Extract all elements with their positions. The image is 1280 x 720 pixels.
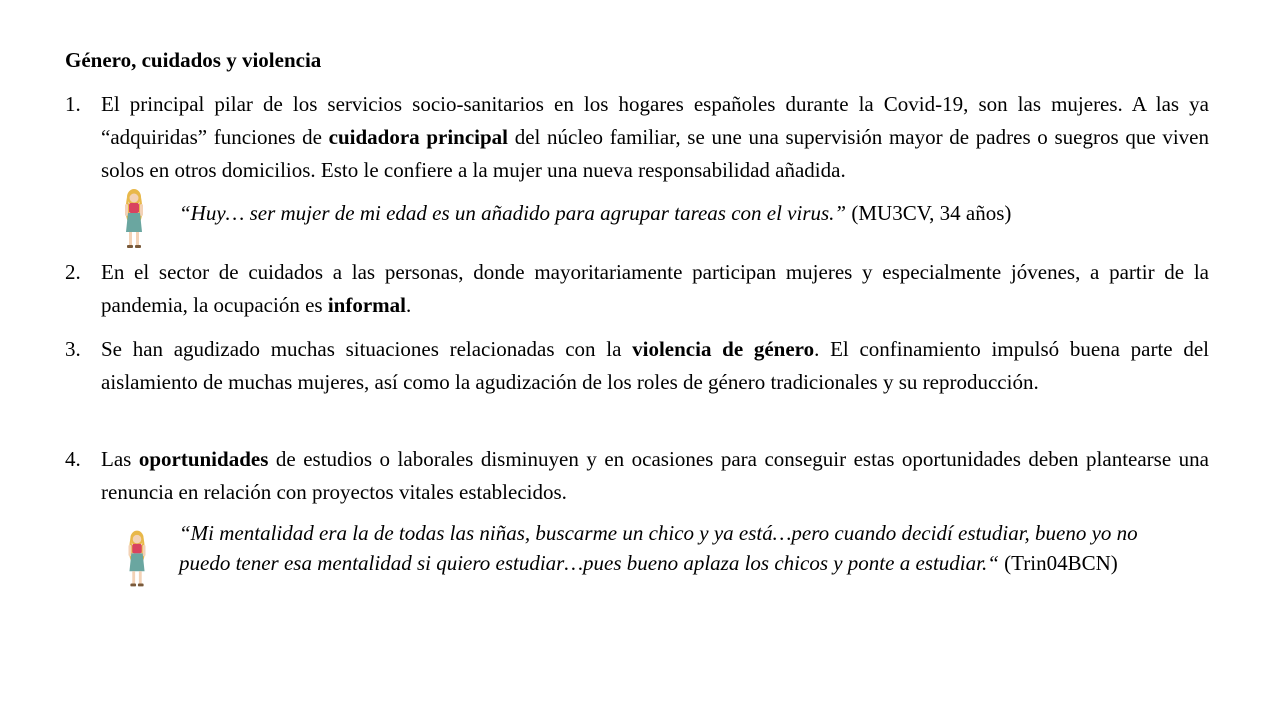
quote-2: [179, 518, 1169, 578]
list-number: 2.: [65, 260, 81, 284]
text-segment: de estudios o laborales disminuyen y en ocasiones para conseguir estas oportunidades deben plantearse una renuncia en relación con proyectos vitales establecidos.: [101, 447, 1209, 504]
quote-source: (Trin04BCN): [998, 551, 1118, 575]
list-item-1: [65, 88, 1209, 187]
list-number: 4.: [65, 447, 81, 471]
quote-source: (MU3CV, 34 años): [846, 201, 1012, 225]
list-number: 1.: [65, 92, 81, 116]
list-item-3: [65, 333, 1209, 399]
list-number: 3.: [65, 337, 81, 361]
quote-1: [179, 198, 1199, 228]
list-text: [101, 333, 1209, 399]
bold-term: cuidadora principal: [328, 125, 509, 149]
bold-term: informal: [327, 293, 406, 317]
slide-title: Género, cuidados y violencia: [65, 48, 322, 72]
list-item-2: [65, 256, 1209, 322]
text-segment: . El confinamiento impulsó buena parte del aislamiento de muchas mujeres, así como la agudización de los roles de género tradicionales y su reproducción.: [101, 337, 1209, 394]
text-segment: Se han agudizado muchas situaciones relacionadas con la: [101, 337, 633, 361]
woman-figure-icon: [120, 528, 154, 595]
list-text: [101, 443, 1209, 509]
list-text: [101, 256, 1209, 322]
quote-text: “Huy… ser mujer de mi edad es un añadido para agrupar tareas con el virus.”: [179, 201, 847, 225]
text-segment: del núcleo familiar, se une una supervisión mayor de padres o suegros que viven solos en otros domicilios. Esto le confiere a la mujer una nueva responsabilidad añadida.: [101, 125, 1209, 182]
bold-term: violencia de género: [632, 337, 815, 361]
text-segment: El principal pilar de los servicios socio-sanitarios en los hogares españoles durante la Covid-19, son las mujeres. A las ya “adquiridas” funciones de: [101, 92, 1209, 149]
quote-text: “Mi mentalidad era la de todas las niñas, buscarme un chico y ya está…pero cuando decidí estudiar, bueno yo no puedo tener esa mentalidad si quiero estudiar…pues bueno aplaza los chicos y ponte a estudiar.“: [179, 521, 1138, 575]
text-segment: .: [405, 293, 412, 317]
text-segment: En el sector de cuidados a las personas, donde mayoritariamente participan mujeres y especialmente jóvenes, a partir de la pandemia, la ocupación es: [101, 260, 1209, 317]
bold-term: oportunidades: [138, 447, 269, 471]
text-segment: Las: [101, 447, 139, 471]
list-item-4: [65, 443, 1209, 509]
woman-figure-icon: [116, 188, 152, 255]
list-text: [101, 88, 1209, 187]
